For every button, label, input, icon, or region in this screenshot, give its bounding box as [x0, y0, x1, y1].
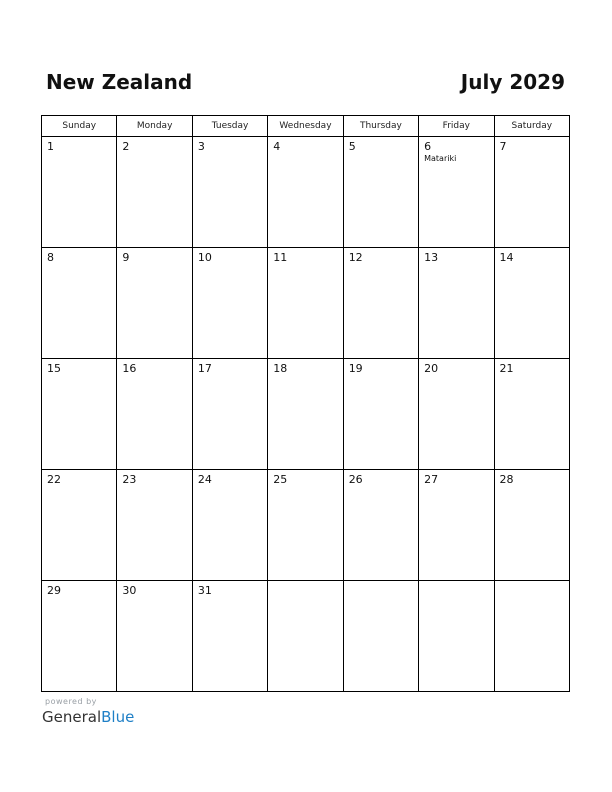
day-number: 13: [424, 251, 439, 264]
day-number: 24: [197, 473, 212, 486]
day-number: 21: [499, 362, 514, 375]
day-number: 22: [47, 473, 61, 486]
day-number: [419, 581, 493, 584]
day-cell: [343, 470, 418, 581]
day-cell: [494, 359, 569, 470]
day-number: 3: [197, 140, 205, 153]
month-title: July 2029: [460, 70, 565, 94]
week-row: [42, 137, 570, 248]
weekday-header: Thursday: [343, 116, 418, 137]
day-number: 28: [499, 473, 514, 486]
day-number: 12: [348, 251, 363, 264]
day-number: [268, 581, 342, 584]
day-cell: [192, 137, 267, 248]
day-number: 4: [273, 140, 281, 153]
weekday-header-row: [42, 116, 570, 137]
day-number: 11: [273, 251, 288, 264]
day-cell: [419, 248, 494, 359]
day-cell: [117, 359, 192, 470]
day-number: 8: [47, 251, 54, 264]
day-number: 9: [122, 251, 130, 264]
weekday-header: Tuesday: [192, 116, 267, 137]
day-number: 7: [499, 140, 507, 153]
day-number: 1: [47, 140, 54, 153]
weekday-header: Wednesday: [268, 116, 343, 137]
day-number: 29: [47, 584, 61, 597]
day-cell: [419, 470, 494, 581]
day-cell: [343, 248, 418, 359]
week-row: [42, 581, 570, 692]
generalblue-logo[interactable]: [42, 708, 134, 726]
day-cell: [268, 470, 343, 581]
day-cell: [343, 137, 418, 248]
day-number: [495, 581, 569, 584]
calendar-grid: [41, 115, 570, 692]
day-number: 2: [122, 140, 130, 153]
day-cell: [494, 248, 569, 359]
day-number: 26: [348, 473, 363, 486]
day-cell: [42, 248, 117, 359]
day-number: 15: [47, 362, 61, 375]
day-cell: [192, 581, 267, 692]
day-cell: [343, 359, 418, 470]
weekday-header: Friday: [419, 116, 494, 137]
day-cell: [117, 248, 192, 359]
logo-text-general: General: [42, 708, 102, 726]
day-cell: [42, 359, 117, 470]
day-number: [344, 581, 418, 584]
day-cell: [192, 248, 267, 359]
day-cell: [42, 581, 117, 692]
day-number: 16: [122, 362, 137, 375]
powered-by-label: powered by: [45, 697, 97, 706]
day-cell: [419, 359, 494, 470]
day-number: 23: [122, 473, 137, 486]
day-cell: [494, 470, 569, 581]
day-cell: [343, 581, 418, 692]
day-number: 5: [348, 140, 356, 153]
country-title: New Zealand: [46, 70, 193, 94]
day-cell: [192, 359, 267, 470]
day-number: 30: [122, 584, 137, 597]
day-cell: [268, 248, 343, 359]
day-number: 20: [424, 362, 439, 375]
week-row: [42, 470, 570, 581]
day-cell: [117, 581, 192, 692]
day-cell: [268, 581, 343, 692]
week-row: [42, 359, 570, 470]
day-number: 27: [424, 473, 439, 486]
day-cell: [494, 581, 569, 692]
day-number: 18: [273, 362, 288, 375]
day-cell: [42, 470, 117, 581]
day-cell: [117, 137, 192, 248]
logo-text-blue: Blue: [101, 708, 135, 726]
day-cell: [42, 137, 117, 248]
day-number: 6: [424, 140, 432, 153]
weekday-header: Monday: [117, 116, 192, 137]
day-cell: [192, 470, 267, 581]
day-number: 31: [197, 584, 212, 597]
day-number: 19: [348, 362, 363, 375]
day-number: 17: [197, 362, 212, 375]
weekday-header: Sunday: [42, 116, 117, 137]
day-cell: [419, 137, 494, 248]
day-number: 25: [273, 473, 288, 486]
day-cell: [268, 359, 343, 470]
day-cell: [268, 137, 343, 248]
week-row: [42, 248, 570, 359]
day-number: 10: [197, 251, 212, 264]
day-cell: [419, 581, 494, 692]
weekday-header: Saturday: [494, 116, 569, 137]
day-number: 14: [499, 251, 514, 264]
holiday-label: Matariki: [424, 154, 457, 163]
day-cell: [117, 470, 192, 581]
day-cell: [494, 137, 569, 248]
